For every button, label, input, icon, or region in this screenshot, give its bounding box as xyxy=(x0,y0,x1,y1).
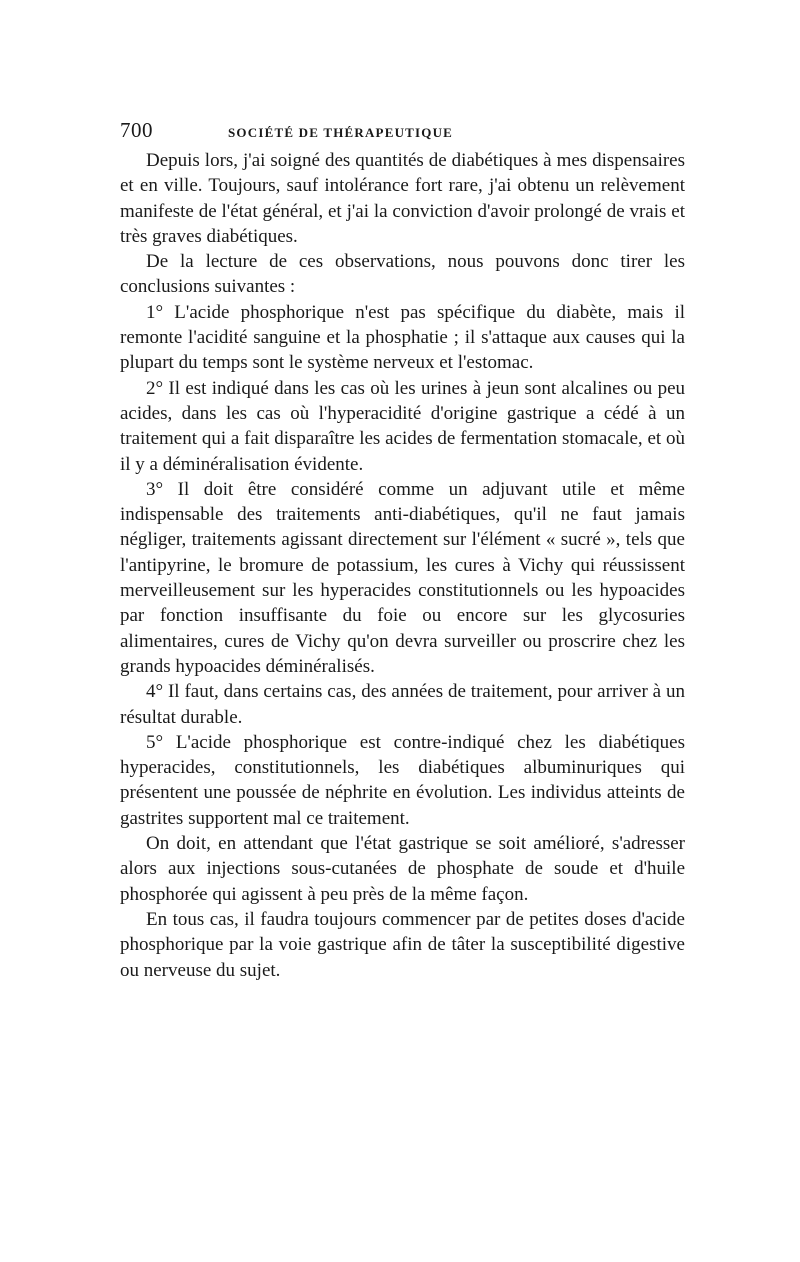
running-head-title: SOCIÉTÉ DE THÉRAPEUTIQUE xyxy=(228,125,454,140)
paragraph: 2° Il est indiqué dans les cas où les urines à jeun sont alcalines ou peu acides, dans les cas où l'hyperacidité d'origine gastrique a cédé à un traitement qui a fait disparaître les acides de fermentation stomacale, et où il y a déminéralisation évidente. xyxy=(120,377,685,475)
paragraph: 4° Il faut, dans certains cas, des années de traitement, pour arriver à un résultat durable. xyxy=(120,681,685,728)
running-head xyxy=(120,118,685,148)
book-page xyxy=(120,118,685,983)
body-text xyxy=(120,148,685,983)
page-number: 700 xyxy=(120,118,153,142)
paragraph: 1° L'acide phosphorique n'est pas spécifique du diabète, mais il remonte l'acidité sanguine et la phosphatie ; il s'attaque aux causes qui la plupart du temps sont le système nerveux et l'estomac. xyxy=(120,301,685,374)
paragraph: Depuis lors, j'ai soigné des quantités de diabétiques à mes dispensaires et en ville. Toujours, sauf intolérance fort rare, j'ai obtenu un relèvement manifeste de l'état général, et j'ai la conviction d'avoir prolongé de vrais et très graves diabétiques. xyxy=(120,150,685,247)
paragraph: On doit, en attendant que l'état gastrique se soit amélioré, s'adresser alors aux injections sous-cutanées de phosphate de soude et d'huile phosphorée qui agissent à peu près de la même façon. xyxy=(120,833,685,905)
paragraph: 3° Il doit être considéré comme un adjuvant utile et même indispensable des traitements anti-diabétiques, qu'il ne faut jamais négliger, traitements agissant directement sur l'élément « sucré », tels que l'antipyrine, le bromure de potassium, les cures à Vichy qui réussissent merveilleusement sur les hyperacides constitutionnels ou les hypoacides par fonction insuffisante du foie ou encore sur les glycosuries alimentaires, cures de Vichy qu'on devra surveiller ou proscrire chez les grands hypoacides déminéralisés. xyxy=(120,478,685,677)
paragraph: En tous cas, il faudra toujours commencer par de petites doses d'acide phosphorique par la voie gastrique afin de tâter la susceptibilité digestive ou nerveuse du sujet. xyxy=(120,908,685,981)
paragraph: 5° L'acide phosphorique est contre-indiqué chez les diabétiques hyperacides, constitutionnels, les diabétiques albuminuriques qui présentent une poussée de néphrite en évolution. Les individus atteints de gastrites supportent mal ce traitement. xyxy=(120,731,685,829)
paragraph: De la lecture de ces observations, nous pouvons donc tirer les conclusions suivantes : xyxy=(120,251,685,298)
